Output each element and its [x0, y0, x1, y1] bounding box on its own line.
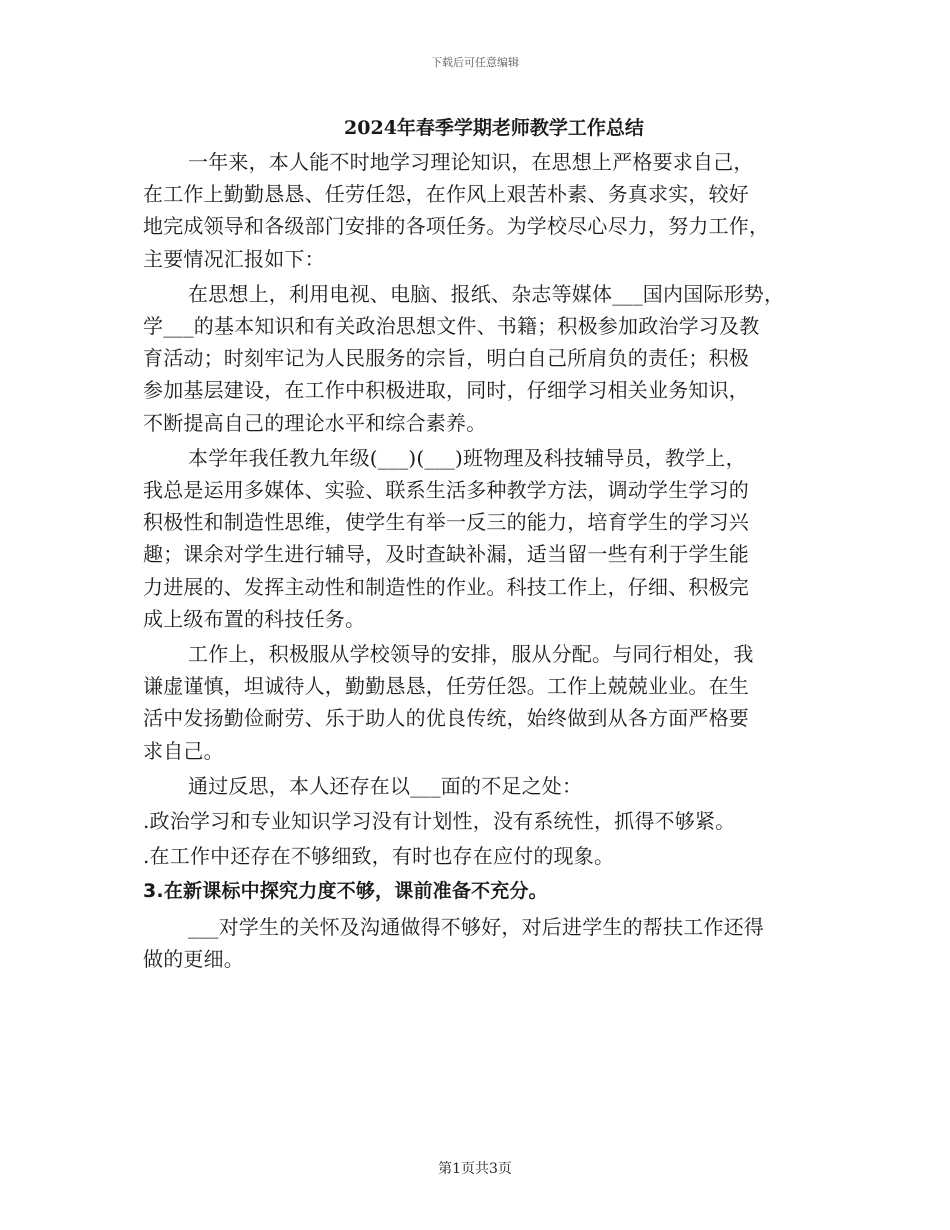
- paragraph-line: 不断提高自己的理论水平和综合素养。: [143, 410, 487, 435]
- paragraph-line: 在思想上，利用电视、电脑、报纸、杂志等媒体___国内国际形势，: [188, 281, 785, 306]
- paragraph-line: 积极性和制造性思维，使学生有举一反三的能力，培育学生的学习兴: [143, 510, 749, 535]
- paragraph-line: 学___的基本知识和有关政治思想文件、书籍；积极参加政治学习及教: [143, 314, 760, 339]
- paragraph-line: 活中发扬勤俭耐劳、乐于助人的优良传统，始终做到从各方面严格要: [143, 706, 749, 731]
- paragraph-line: 做的更细。: [143, 946, 244, 971]
- paragraph-line: .在工作中还存在不够细致，有时也存在应付的现象。: [143, 844, 615, 869]
- list-item-shortcoming-2: [143, 840, 833, 872]
- paragraph-line: 通过反思，本人还存在以___面的不足之处：: [188, 773, 583, 798]
- document-title: 2024年春季学期老师教学工作总结: [344, 117, 644, 139]
- paragraph-line: 3.在新课标中探究力度不够，课前准备不充分。: [143, 880, 548, 903]
- paragraph-reflection: [143, 770, 833, 802]
- list-item-shortcoming-1: [143, 805, 833, 837]
- paragraph-line: 成上级布置的科技任务。: [143, 606, 366, 631]
- paragraph-intro: [143, 146, 833, 275]
- paragraph-line: 主要情况汇报如下：: [143, 246, 325, 271]
- paragraph-line: 趣；课余对学生进行辅导，及时查缺补漏，适当留一些有利于学生能: [143, 542, 749, 567]
- paragraph-line: 地完成领导和各级部门安排的各项任务。为学校尽心尽力，努力工作，: [143, 214, 770, 239]
- paragraph-line: ___对学生的关怀及沟通做得不够好，对后进学生的帮扶工作还得: [188, 914, 764, 939]
- paragraph-line: 本学年我任教九年级(___)(___)班物理及科技辅导员，教学上，: [188, 445, 746, 470]
- paragraph-line: 育活动；时刻牢记为人民服务的宗旨，明白自己所肩负的责任；积极: [143, 346, 749, 371]
- paragraph-teaching: [143, 442, 833, 635]
- paragraph-line: 工作上，积极服从学校领导的安排，服从分配。与同行相处，我: [188, 642, 754, 667]
- paragraph-students: [143, 911, 833, 975]
- paragraph-line: .政治学习和专业知识学习没有计划性，没有系统性，抓得不够紧。: [143, 809, 736, 834]
- document-body: [143, 112, 833, 975]
- page-number: 第1页共3页: [438, 1161, 512, 1177]
- paragraph-line: 谦虚谨慎，坦诚待人，勤勤恳恳，任劳任怨。工作上兢兢业业。在生: [143, 674, 749, 699]
- paragraph-work: [143, 638, 833, 767]
- list-item-shortcoming-3: [143, 875, 833, 907]
- paragraph-line: 求自己。: [143, 738, 224, 763]
- paragraph-line: 力进展的、发挥主动性和制造性的作业。科技工作上，仔细、积极完: [143, 574, 749, 599]
- paragraph-thought: [143, 278, 833, 439]
- paragraph-line: 一年来，本人能不时地学习理论知识，在思想上严格要求自己，: [188, 150, 754, 174]
- header-note: 下载后可任意编辑: [431, 56, 519, 69]
- paragraph-line: 参加基层建设，在工作中积极进取，同时，仔细学习相关业务知识，: [143, 378, 749, 403]
- paragraph-line: 在工作上勤勤恳恳、任劳任怨，在作风上艰苦朴素、务真求实，较好: [143, 182, 749, 207]
- paragraph-line: 我总是运用多媒体、实验、联系生活多种教学方法，调动学生学习的: [143, 478, 749, 503]
